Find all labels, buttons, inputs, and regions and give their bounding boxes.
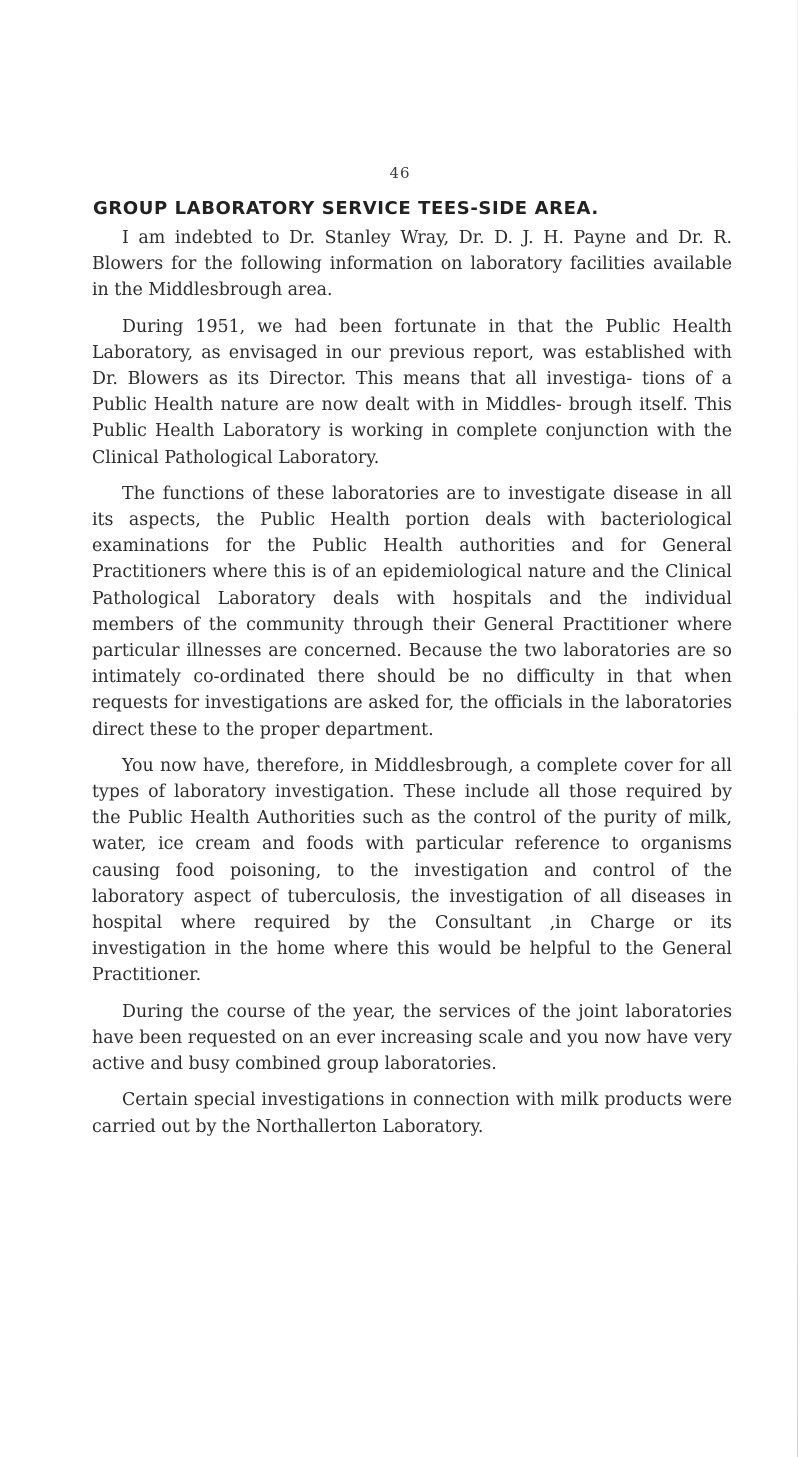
page-edge-divider [797, 0, 798, 1457]
paragraph-special-investigations: Certain special investigations in connection with milk products were carried out by the Northallerton Laboratory. [92, 1090, 732, 1137]
paragraph-complete-cover: You now have, therefore, in Middlesbrough, a complete cover for all types of laboratory investigation. These include all those required by the Public Health Authorities such as the control of the purity of milk, water, ice cream and foods with particular reference to organisms causing food poisoning, to the investigation and control of the laboratory aspect of tuberculosis, the investigation of all diseases in hospital where required by the Consultant ,in Charge or its investigation in the home where this would be helpful to the General Practitioner. [92, 755, 732, 986]
section-heading: GROUP LABORATORY SERVICE TEES-SIDE AREA. [93, 198, 599, 219]
paragraph-laboratory-established: During 1951, we had been fortunate in that the Public Health Laboratory, as envisaged in our previous report, was established with Dr. Blowers as its Director. This means that all investiga- tions of a Public Health nature are now dealt with in Middles- brough itself. This Public Health Laboratory is working in complete conjunction with the Clinical Pathological Laboratory. [92, 316, 732, 468]
body-text [92, 225, 732, 1150]
paragraph-services-requested: During the course of the year, the services of the joint laboratories have been requested on an ever increasing scale and you now have very active and busy combined group laboratories. [92, 1001, 732, 1075]
paragraph-acknowledgement: I am indebted to Dr. Stanley Wray, Dr. D. J. H. Payne and Dr. R. Blowers for the following information on laboratory facilities available in the Middlesbrough area. [92, 228, 732, 301]
paragraph-laboratory-functions: The functions of these laboratories are to investigate disease in all its aspects, the Public Health portion deals with bacteriological examinations for the Public Health authorities and for General Practitioners where this is of an epidemiological nature and the Clinical Pathological Laboratory deals with hospitals and the individual members of the community through their General Practitioner where particular illnesses are concerned. Because the two laboratories are so intimately co-ordinated there should be no difficulty in that when requests for investigations are asked for, the officials in the laboratories direct these to the proper department. [92, 483, 732, 740]
page-number: 46 [389, 164, 411, 182]
